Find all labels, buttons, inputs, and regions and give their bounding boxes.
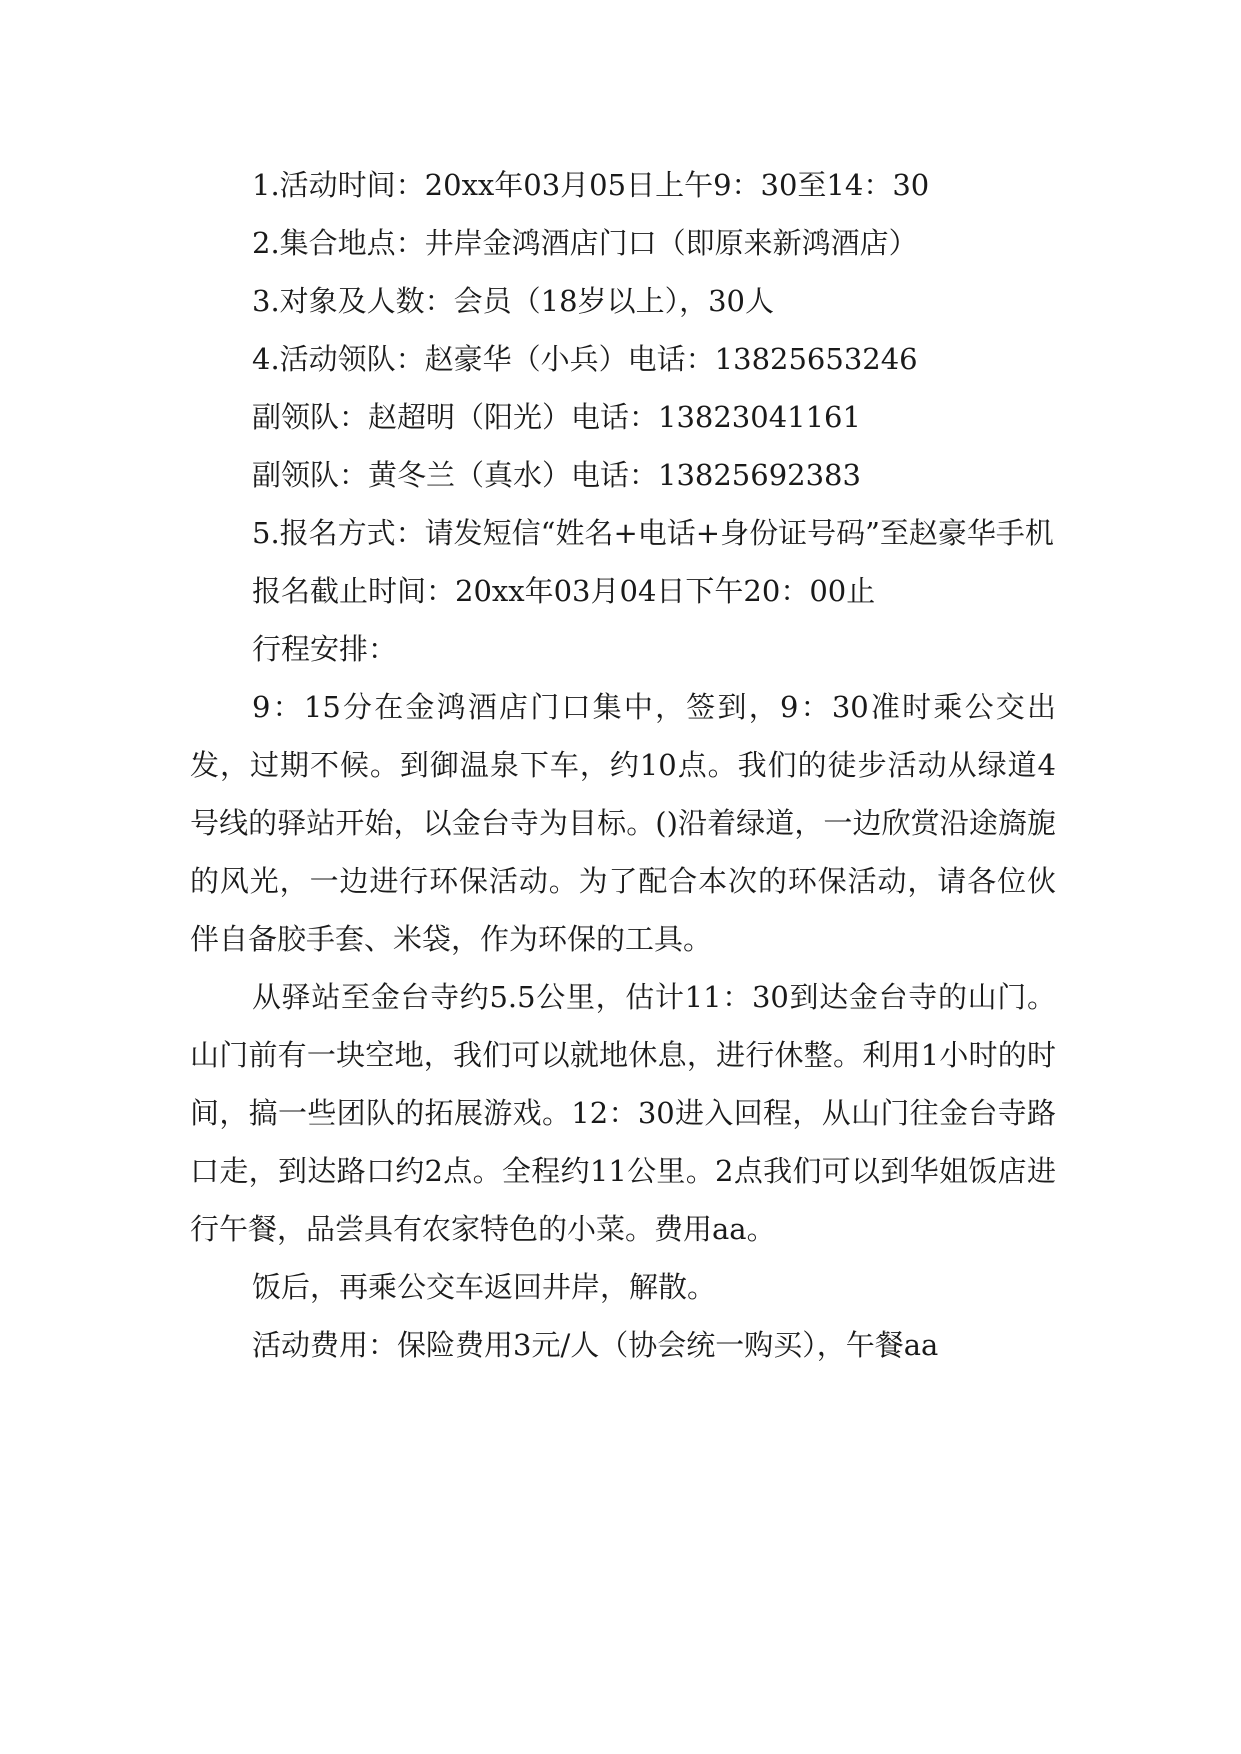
paragraph-deputy-leader-2: 副领队：黄冬兰（真水）电话：13825692383: [252, 458, 861, 492]
paragraph-itinerary-heading: 行程安排：: [252, 632, 398, 666]
paragraph-dismissal: 饭后，再乘公交车返回井岸，解散。: [252, 1270, 717, 1304]
paragraph-activity-time: 1.活动时间：20xx年03月05日上午9：30至14：30: [252, 168, 930, 202]
paragraph-registration-method: 5.报名方式：请发短信“姓名+电话+身份证号码”至赵豪华手机: [252, 516, 1054, 550]
paragraph-itinerary-morning: 9：15分在金鸿酒店门口集中，签到，9：30准时乘公交出发，过期不候。到御温泉下车，约10点。我们的徒步活动从绿道4号线的驿站开始，以金台寺为目标。()沿着绿道，一边欣赏沿途旖旎的风光，一边进行环保活动。为了配合本次的环保活动，请各位伙伴自备胶手套、米袋，作为环保的工具。: [190, 690, 1056, 956]
paragraph-deputy-leader-1: 副领队：赵超明（阳光）电话：13823041161: [252, 400, 861, 434]
document-body: [190, 156, 1056, 1374]
paragraph-meeting-place: 2.集合地点：井岸金鸿酒店门口（即原来新鸿酒店）: [252, 226, 918, 260]
paragraph-registration-deadline: 报名截止时间：20xx年03月04日下午20：00止: [252, 574, 876, 608]
paragraph-activity-cost: 活动费用：保险费用3元/人（协会统一购买），午餐aa: [252, 1328, 939, 1362]
paragraph-itinerary-midday: 从驿站至金台寺约5.5公里，估计11：30到达金台寺的山门。山门前有一块空地，我们可以就地休息，进行休整。利用1小时的时间，搞一些团队的拓展游戏。12：30进入回程，从山门往金台寺路口走，到达路口约2点。全程约11公里。2点我们可以到华姐饭店进行午餐，品尝具有农家特色的小菜。费用aa。: [190, 980, 1056, 1246]
paragraph-leader: 4.活动领队：赵豪华（小兵）电话：13825653246: [252, 342, 918, 376]
paragraph-participants: 3.对象及人数：会员（18岁以上），30人: [252, 284, 774, 318]
